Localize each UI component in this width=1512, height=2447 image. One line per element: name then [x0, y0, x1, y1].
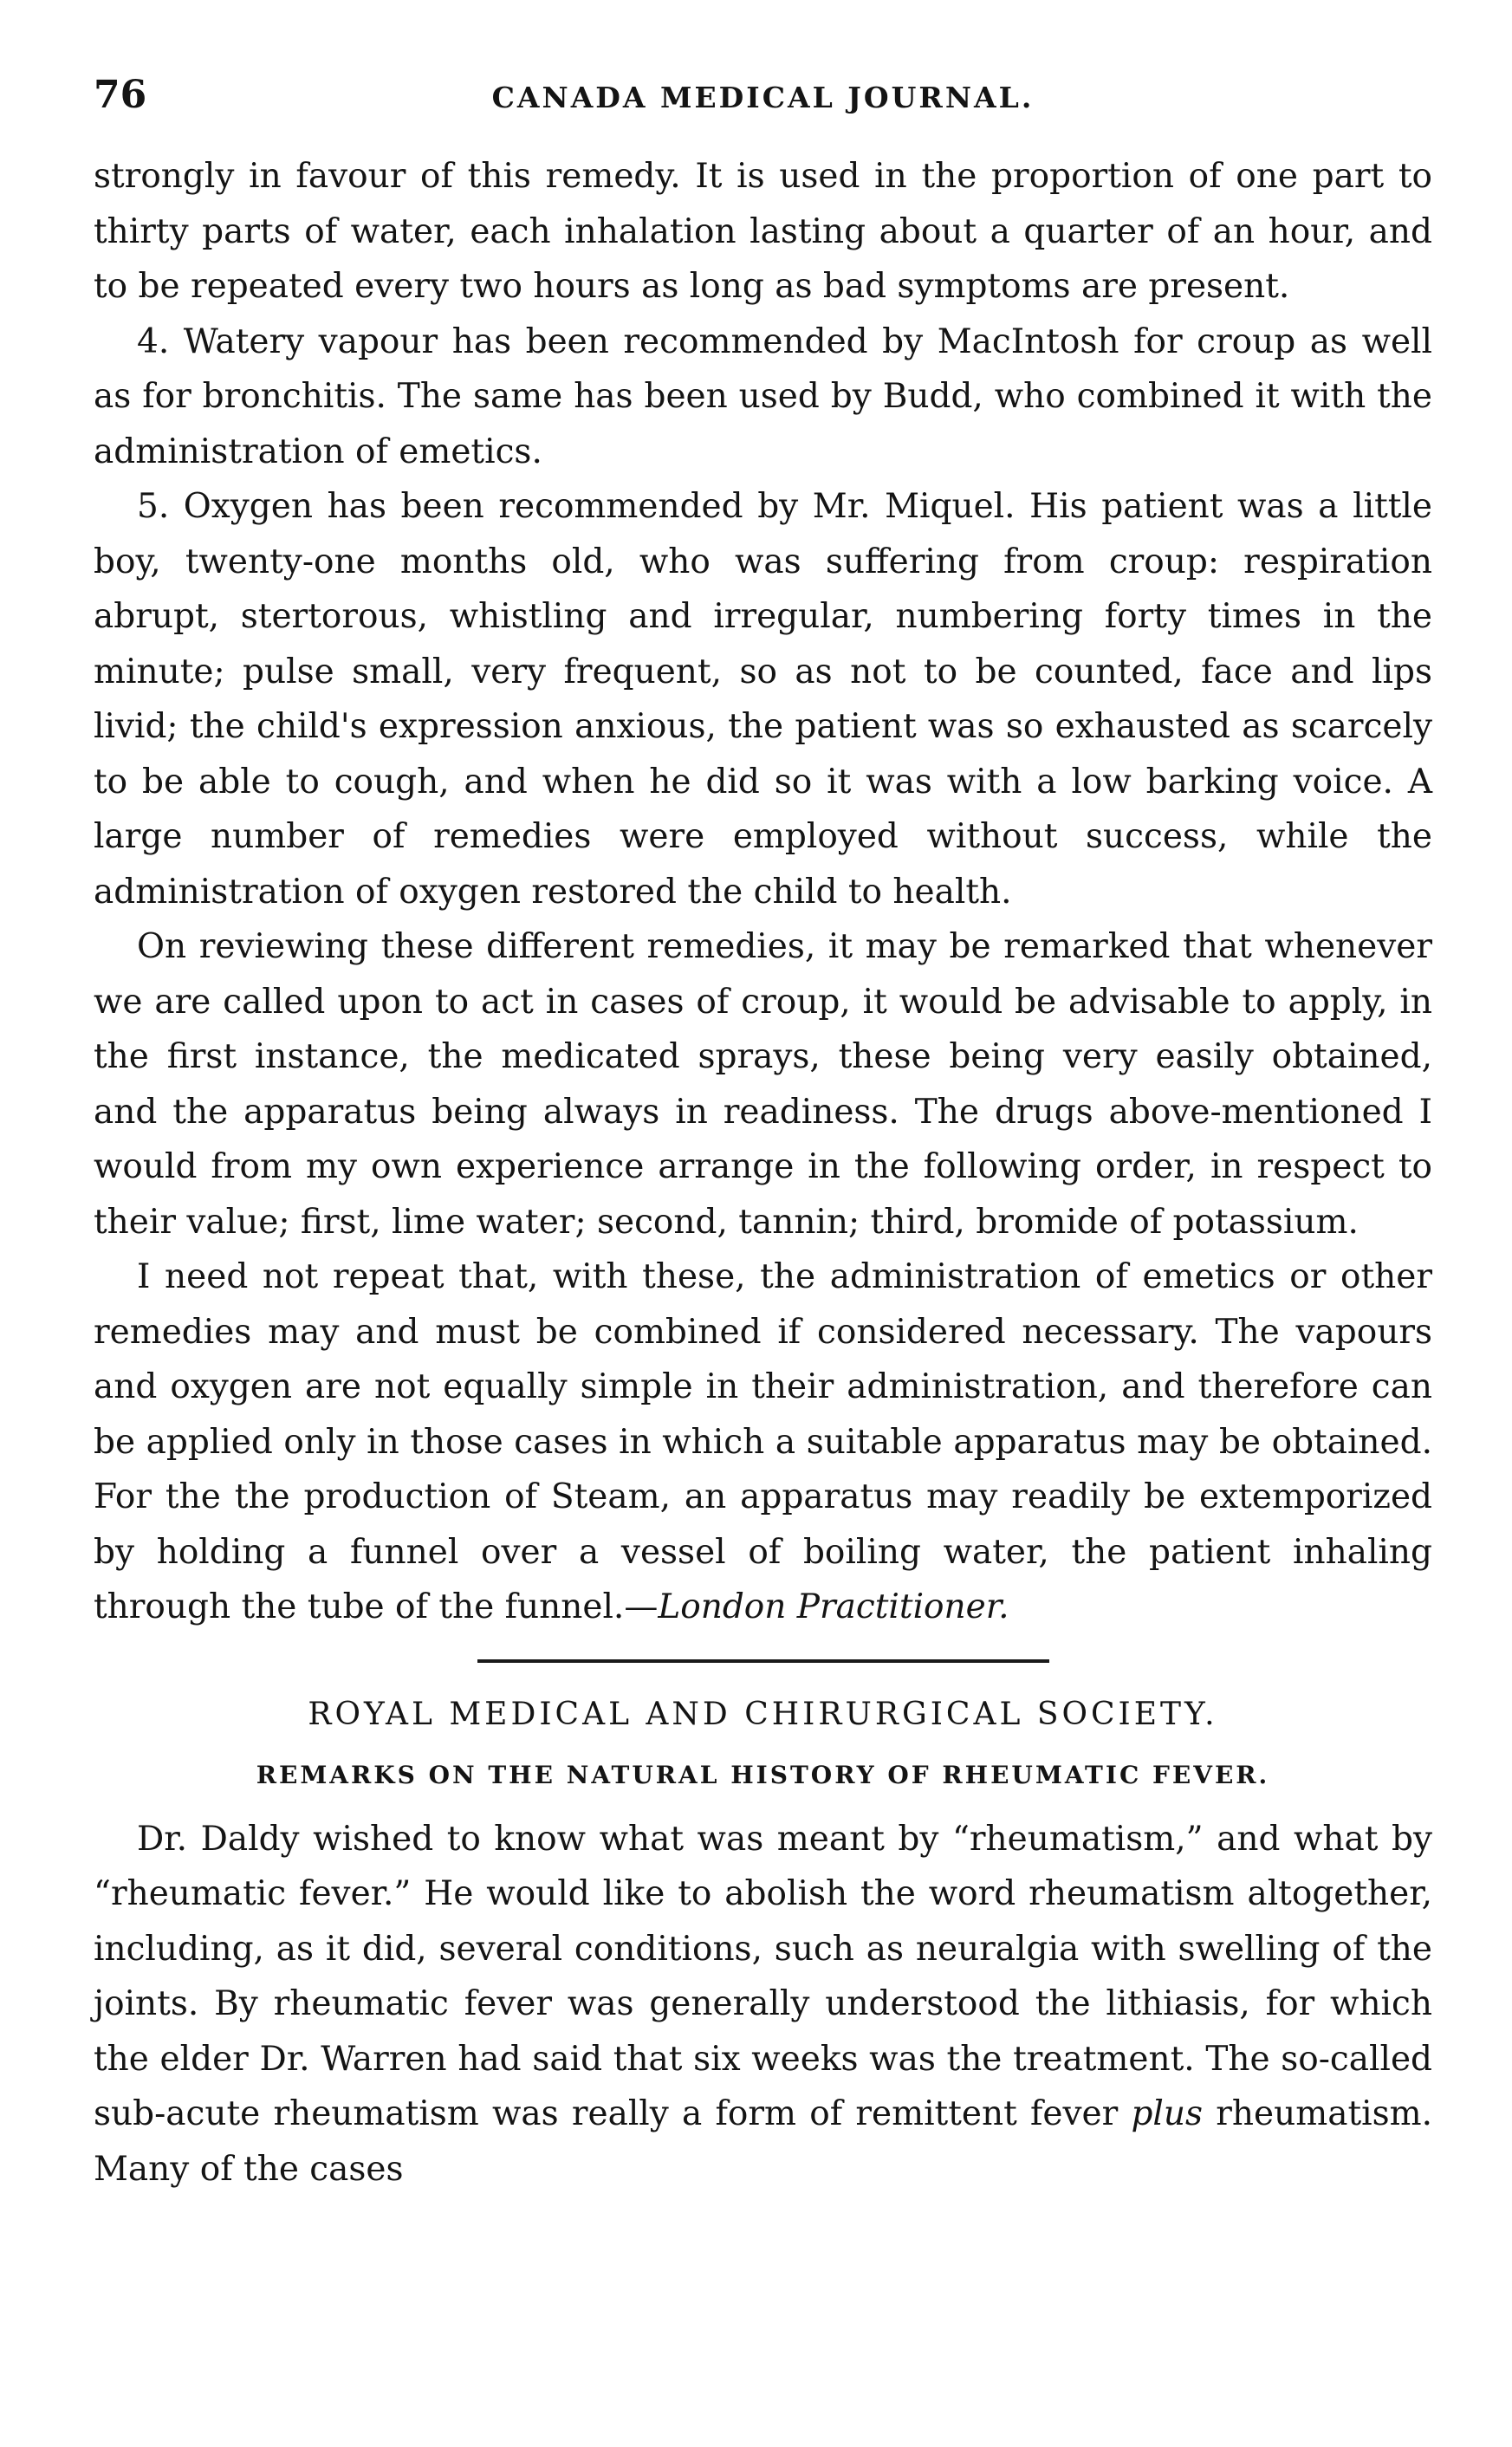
section-paragraph-1-text: Dr. Daldy wished to know what was meant by “rheumatism,” and what by “rheumatic fever.” He would like to abolish the word rheumatism altogether, including, as it did, several conditions, such as neuralgia with swelling of the joints. By rheumatic fever was generally understood the lithiasis, for which the elder Dr. Warren had said that six weeks was the treatment. The so-called sub-acute rheumatism was really a form of remittent fever: [94, 1819, 1432, 2133]
article-paragraph-1: strongly in favour of this remedy. It is used in the proportion of one part to thirty parts of water, each inhalation lasting about a quarter of an hour, and to be repeated every two hours as long as bad symptoms are present.: [94, 157, 1432, 306]
journal-title: CANADA MEDICAL JOURNAL.: [491, 81, 1035, 114]
section-paragraph-1: [94, 1812, 1432, 2197]
section-body: [94, 1812, 1432, 2197]
section-subtitle: REMARKS ON THE NATURAL HISTORY OF RHEUMATIC FEVER.: [256, 1760, 1270, 1789]
page-number: 76: [94, 73, 147, 117]
section-title: ROYAL MEDICAL AND CHIRURGICAL SOCIETY.: [308, 1696, 1218, 1732]
article-paragraph-2: 4. Watery vapour has been recommended by MacIntosh for croup as well as for bronchitis. The same has been used by Budd, who combined it with the administration of emetics.: [94, 321, 1432, 471]
italic-plus: plus: [1131, 2094, 1204, 2133]
section-paragraph-1-end: rheumatism. Many of the cases: [94, 2094, 1432, 2189]
source-citation: London Practitioner.: [658, 1587, 1009, 1626]
article-paragraph-5: [94, 1249, 1432, 1635]
section-divider: [477, 1659, 1049, 1663]
article-paragraph-4: On reviewing these different remedies, it may be remarked that whenever we are called upon to act in cases of croup, it would be advisable to apply, in the first instance, the medicated sprays, these being very easily obtained, and the apparatus being always in readiness. The drugs above-mentioned I would from my own experience arrange in the following order, in respect to their value; first, lime water; second, tannin; third, bromide of potassium.: [94, 927, 1432, 1242]
article-paragraph-3: 5. Oxygen has been recommended by Mr. Miquel. His patient was a little boy, twenty-one months old, who was suffering from croup: respiration abrupt, stertorous, whistling and irregular, numbering forty times in the minute; pulse small, very frequent, so as not to be counted, face and lips livid; the child's expression anxious, the patient was so exhausted as scarcely to be able to cough, and when he did so it was with a low barking voice. A large number of remedies were employed without success, while the administration of oxygen restored the child to health.: [94, 487, 1432, 912]
article-body: [94, 149, 1432, 1635]
running-head: [94, 71, 1432, 133]
paragraph-5-text: I need not repeat that, with these, the administration of emetics or other remedies may and must be combined if considered necessary. The vapours and oxygen are not equally simple in their administration, and therefore can be applied only in those cases in which a suitable apparatus may be obtained. For the the production of Steam, an apparatus may readily be extemporized by holding a funnel over a vessel of boiling water, the patient inhaling through the tube of the funnel.—: [94, 1257, 1432, 1626]
journal-page: [94, 71, 1432, 2197]
